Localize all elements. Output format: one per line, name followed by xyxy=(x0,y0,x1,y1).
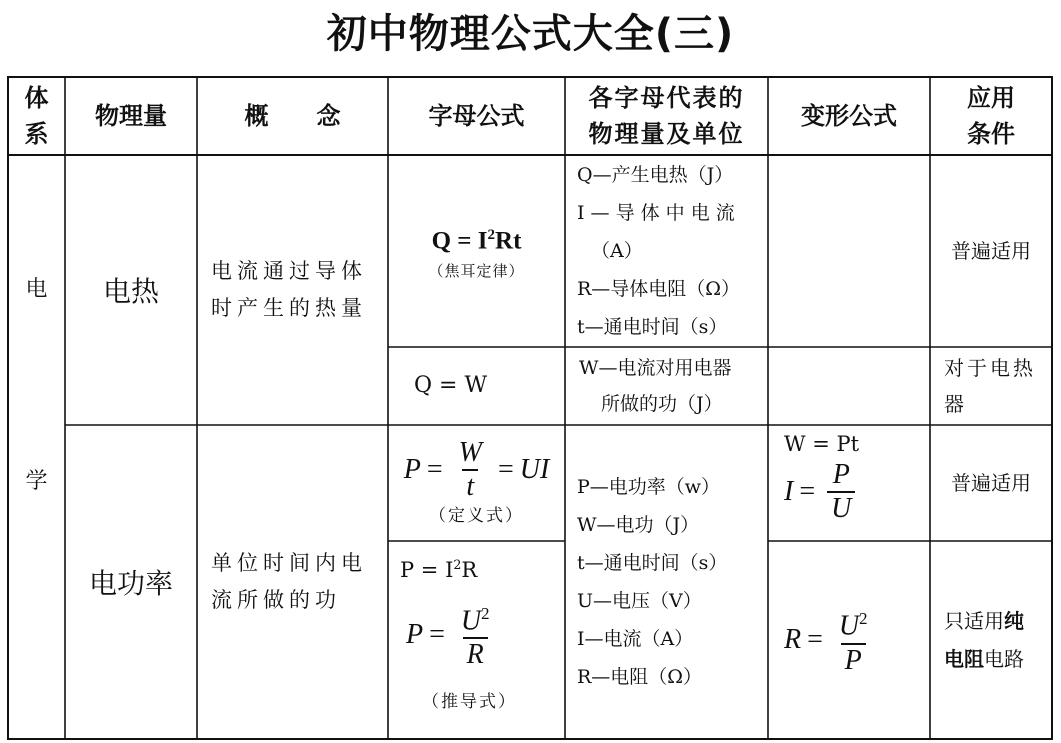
formula-power-definition xyxy=(388,425,565,541)
formula-joule-note: （焦耳定律） xyxy=(428,262,525,281)
condition-pure-line1 xyxy=(944,602,1052,640)
fraction-u2-over-r xyxy=(457,598,494,671)
condition-heater-line1: 对于电热 xyxy=(944,356,1036,380)
units-power xyxy=(565,425,768,739)
units-joule-i-unit: （A） xyxy=(591,240,643,262)
math-eq-5: = xyxy=(807,623,823,655)
header-condition-line1: 应用 xyxy=(967,84,1015,112)
fraction-p-over-u xyxy=(827,459,855,525)
formula-p-u2-over-r xyxy=(388,598,565,671)
math-r: R xyxy=(784,623,802,655)
header-condition xyxy=(930,77,1052,155)
units-joule xyxy=(565,155,768,347)
math-i: I xyxy=(784,476,794,507)
condition-pure: 纯 xyxy=(1004,609,1024,633)
math-eq-3: = xyxy=(429,618,445,650)
units-power-r: R—电阻（Ω） xyxy=(577,666,703,688)
num-u-b: U xyxy=(838,610,860,642)
concept-heat xyxy=(197,155,388,425)
system-char-2: 学 xyxy=(25,469,48,494)
fraction-den-t: t xyxy=(462,469,478,503)
fraction-den-r: R xyxy=(463,637,488,671)
units-power-p: P—电功率（w） xyxy=(577,476,721,498)
header-system xyxy=(8,77,65,155)
system-char-1: 电 xyxy=(25,277,48,302)
variant-power-2 xyxy=(768,541,930,739)
formula-joule-text xyxy=(432,218,522,258)
formula-joule-base: Q = I xyxy=(431,227,488,255)
num-u-exp: 2 xyxy=(481,604,490,623)
header-condition-line2: 条件 xyxy=(967,120,1015,148)
fraction-num-u2 xyxy=(457,598,494,637)
num-u-b-exp: 2 xyxy=(859,609,868,629)
concept-power-line2: 流所做的功 xyxy=(211,588,341,612)
math-eq-4: = xyxy=(799,476,816,507)
units-joule-i: I — 导 体 中 电 流 xyxy=(577,202,735,224)
condition-power-2 xyxy=(930,541,1052,739)
header-quantity: 物理量 xyxy=(95,102,167,130)
math-ui: UI xyxy=(519,454,550,485)
units-power-i: I—电流（A） xyxy=(577,628,694,650)
condition-pure-line2 xyxy=(944,640,1052,678)
header-units xyxy=(565,77,768,155)
variant-i-p-over-u xyxy=(768,459,930,525)
fraction-u2-over-p xyxy=(835,603,872,676)
formula-power-derived xyxy=(388,541,565,739)
concept-power-line1: 单位时间内电 xyxy=(211,551,367,575)
units-joule-q: Q—产生电热（J） xyxy=(577,164,734,186)
header-system-line1: 体 xyxy=(24,84,49,112)
units-power-w: W—电功（J） xyxy=(577,514,700,536)
units-power-u: U—电压（V） xyxy=(577,590,702,612)
units-q-equals-w xyxy=(565,347,768,425)
fraction-num-p: P xyxy=(832,459,850,490)
variant-power-1 xyxy=(768,425,930,541)
fraction-num-u2-b xyxy=(835,603,872,642)
math-p: P xyxy=(403,454,421,485)
formula-p-i2r-tail: R xyxy=(461,558,478,582)
condition-only: 只适用 xyxy=(944,609,1004,633)
header-concept: 概 念 xyxy=(244,102,341,130)
math-eq-2: = xyxy=(497,454,514,485)
condition-joule: 普遍适用 xyxy=(951,239,1031,263)
num-u: U xyxy=(460,605,482,637)
concept-power xyxy=(197,425,388,739)
units-w-line2: 所做的功（J） xyxy=(601,393,723,415)
formula-joule-exp: 2 xyxy=(487,226,496,243)
header-system-line2: 系 xyxy=(24,120,49,148)
fraction-den-p: P xyxy=(841,643,866,677)
units-joule-r: R—导体电阻（Ω） xyxy=(577,278,741,300)
formula-p-i2r-base: P = I xyxy=(400,558,454,582)
units-joule-t: t—通电时间（s） xyxy=(577,316,728,338)
formula-derived-note: （推导式） xyxy=(422,692,517,713)
condition-q-equals-w xyxy=(930,347,1052,425)
math-p-2: P xyxy=(406,618,424,650)
formula-q-equals-w: Q = W xyxy=(414,373,488,398)
formula-p-i2r xyxy=(388,541,565,584)
header-units-line2: 物理量及单位 xyxy=(588,120,745,148)
condition-resistive: 电阻 xyxy=(944,647,984,671)
formula-joule-tail: Rt xyxy=(495,227,522,255)
formula-definition-note: （定义式） xyxy=(429,506,524,526)
quantity-power: 电功率 xyxy=(88,567,173,600)
concept-heat-line1: 电流通过导体 xyxy=(211,259,367,283)
header-formula: 字母公式 xyxy=(428,102,525,130)
header-units-line1: 各字母代表的 xyxy=(588,84,745,112)
fraction-num-w: W xyxy=(458,437,482,468)
variant-w-pt: W = Pt xyxy=(784,432,860,456)
condition-heater-line2: 器 xyxy=(944,392,964,416)
formula-p-i2r-exp: 2 xyxy=(453,557,462,572)
quantity-heat: 电热 xyxy=(102,275,159,308)
units-w-line1: W—电流对用电器 xyxy=(579,357,732,379)
header-variant: 变形公式 xyxy=(801,102,897,130)
formula-joule xyxy=(388,155,565,347)
concept-heat-line2: 时产生的热量 xyxy=(211,296,367,320)
math-eq: = xyxy=(426,454,443,485)
condition-power-1: 普遍适用 xyxy=(951,471,1031,495)
units-power-t: t—通电时间（s） xyxy=(577,552,728,574)
variant-r-u2-over-p xyxy=(768,603,930,676)
fraction-w-over-t xyxy=(455,437,486,503)
fraction-den-u: U xyxy=(827,491,855,525)
condition-circuit: 电路 xyxy=(984,647,1024,671)
page-title: 初中物理公式大全(三) xyxy=(326,11,735,57)
formula-power-definition-math xyxy=(404,437,550,503)
